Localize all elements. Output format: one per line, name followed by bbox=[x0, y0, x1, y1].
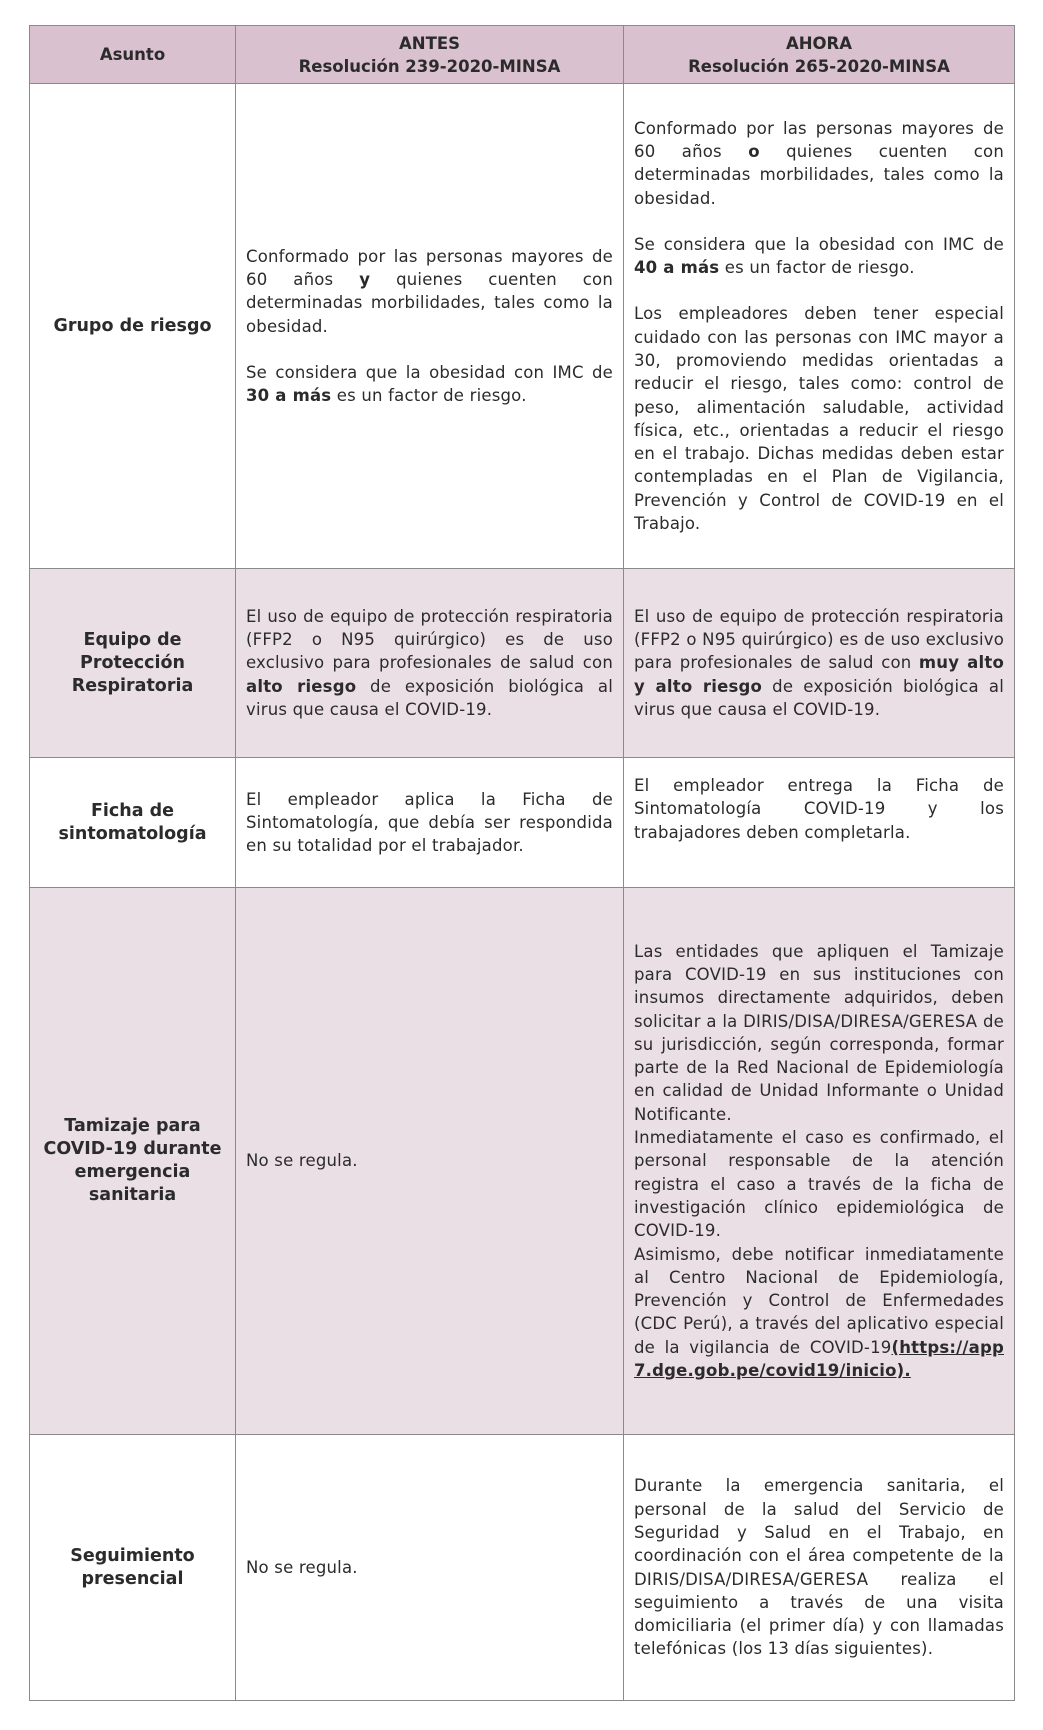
header-antes bbox=[236, 26, 624, 84]
subject-ficha-sintomatologia: Ficha de sintomatología bbox=[30, 758, 236, 888]
header-antes-resolution: Resolución 239-2020-MINSA bbox=[298, 56, 561, 76]
header-ahora bbox=[624, 26, 1015, 84]
ahora-tamizaje: Las entidades que apliquen el Tamizaje para COVID-19 en sus instituciones con insumos directamente adquiridos, deben solicitar a la DIRIS/DISA/DIRESA/GERESA de su jurisdicción, según corresponda, formar parte de la Red Nacional de Epidemiología en calidad de Unidad Informante o Unidad Notificante. Inmediatamente el caso es confirmado, el personal responsable de la atención registra el caso a través de la ficha de investigación clínico epidemiológica de COVID-19. Asimismo, debe notificar inmediatamente al Centro Nacional de Epidemiología, Prevención y Control de Enfermedades (CDC Perú), a través del aplicativo especial de la vigilancia de COVID-19(https://app7.dge.gob.pe/covid19/inicio). bbox=[624, 888, 1015, 1435]
header-ahora-title: AHORA bbox=[785, 33, 853, 53]
antes-equipo-proteccion: El uso de equipo de protección respiratoria (FFP2 o N95 quirúrgico) es de uso exclusivo para profesionales de salud con alto riesgo de exposición biológica al virus que causa el COVID-19. bbox=[236, 569, 624, 758]
subject-grupo-de-riesgo: Grupo de riesgo bbox=[30, 84, 236, 569]
table-row bbox=[30, 84, 1015, 569]
subject-equipo-proteccion: Equipo de Protección Respiratoria bbox=[30, 569, 236, 758]
header-asunto: Asunto bbox=[30, 26, 236, 84]
antes-seguimiento: No se regula. bbox=[236, 1435, 624, 1701]
table-row bbox=[30, 1435, 1015, 1701]
table-header-row bbox=[30, 26, 1015, 84]
comparison-table bbox=[29, 25, 1015, 1701]
ahora-ficha-sintomatologia: El empleador entrega la Ficha de Sintomatología COVID-19 y los trabajadores deben completarla. bbox=[624, 758, 1015, 888]
table-row bbox=[30, 569, 1015, 758]
subject-seguimiento: Seguimiento presencial bbox=[30, 1435, 236, 1701]
table-row bbox=[30, 888, 1015, 1435]
ahora-equipo-proteccion: El uso de equipo de protección respiratoria (FFP2 o N95 quirúrgico) es de uso exclusivo para profesionales de salud con muy alto y alto riesgo de exposición biológica al virus que causa el COVID-19. bbox=[624, 569, 1015, 758]
ahora-seguimiento: Durante la emergencia sanitaria, el personal de la salud del Servicio de Seguridad y Salud en el Trabajo, en coordinación con el área competente de la DIRIS/DISA/DIRESA/GERESA realiza el seguimiento a través de una visita domiciliaria (el primer día) y con llamadas telefónicas (los 13 días siguientes). bbox=[624, 1435, 1015, 1701]
covid19-app-link[interactable]: (https://app7.dge.gob.pe/covid19/inicio). bbox=[634, 1337, 1004, 1381]
antes-grupo-de-riesgo: Conformado por las personas mayores de 60 años y quienes cuenten con determinadas morbilidades, tales como la obesidad. Se considera que la obesidad con IMC de 30 a más es un factor de riesgo. bbox=[236, 84, 624, 569]
antes-tamizaje: No se regula. bbox=[236, 888, 624, 1435]
subject-tamizaje: Tamizaje para COVID-19 durante emergencia sanitaria bbox=[30, 888, 236, 1435]
table-row bbox=[30, 758, 1015, 888]
antes-ficha-sintomatologia: El empleador aplica la Ficha de Sintomatología, que debía ser respondida en su totalidad por el trabajador. bbox=[236, 758, 624, 888]
header-ahora-resolution: Resolución 265-2020-MINSA bbox=[688, 56, 950, 76]
ahora-grupo-de-riesgo: Conformado por las personas mayores de 60 años o quienes cuenten con determinadas morbilidades, tales como la obesidad. Se considera que la obesidad con IMC de 40 a más es un factor de riesgo. Los empleadores deben tener especial cuidado con las personas con IMC mayor a 30, promoviendo medidas orientadas a reducir el riesgo, tales como: control de peso, alimentación saludable, actividad física, etc., orientadas a reducir el riesgo en el trabajo. Dichas medidas deben estar contempladas en el Plan de Vigilancia, Prevención y Control de COVID-19 en el Trabajo. bbox=[624, 84, 1015, 569]
header-antes-title: ANTES bbox=[399, 33, 460, 53]
